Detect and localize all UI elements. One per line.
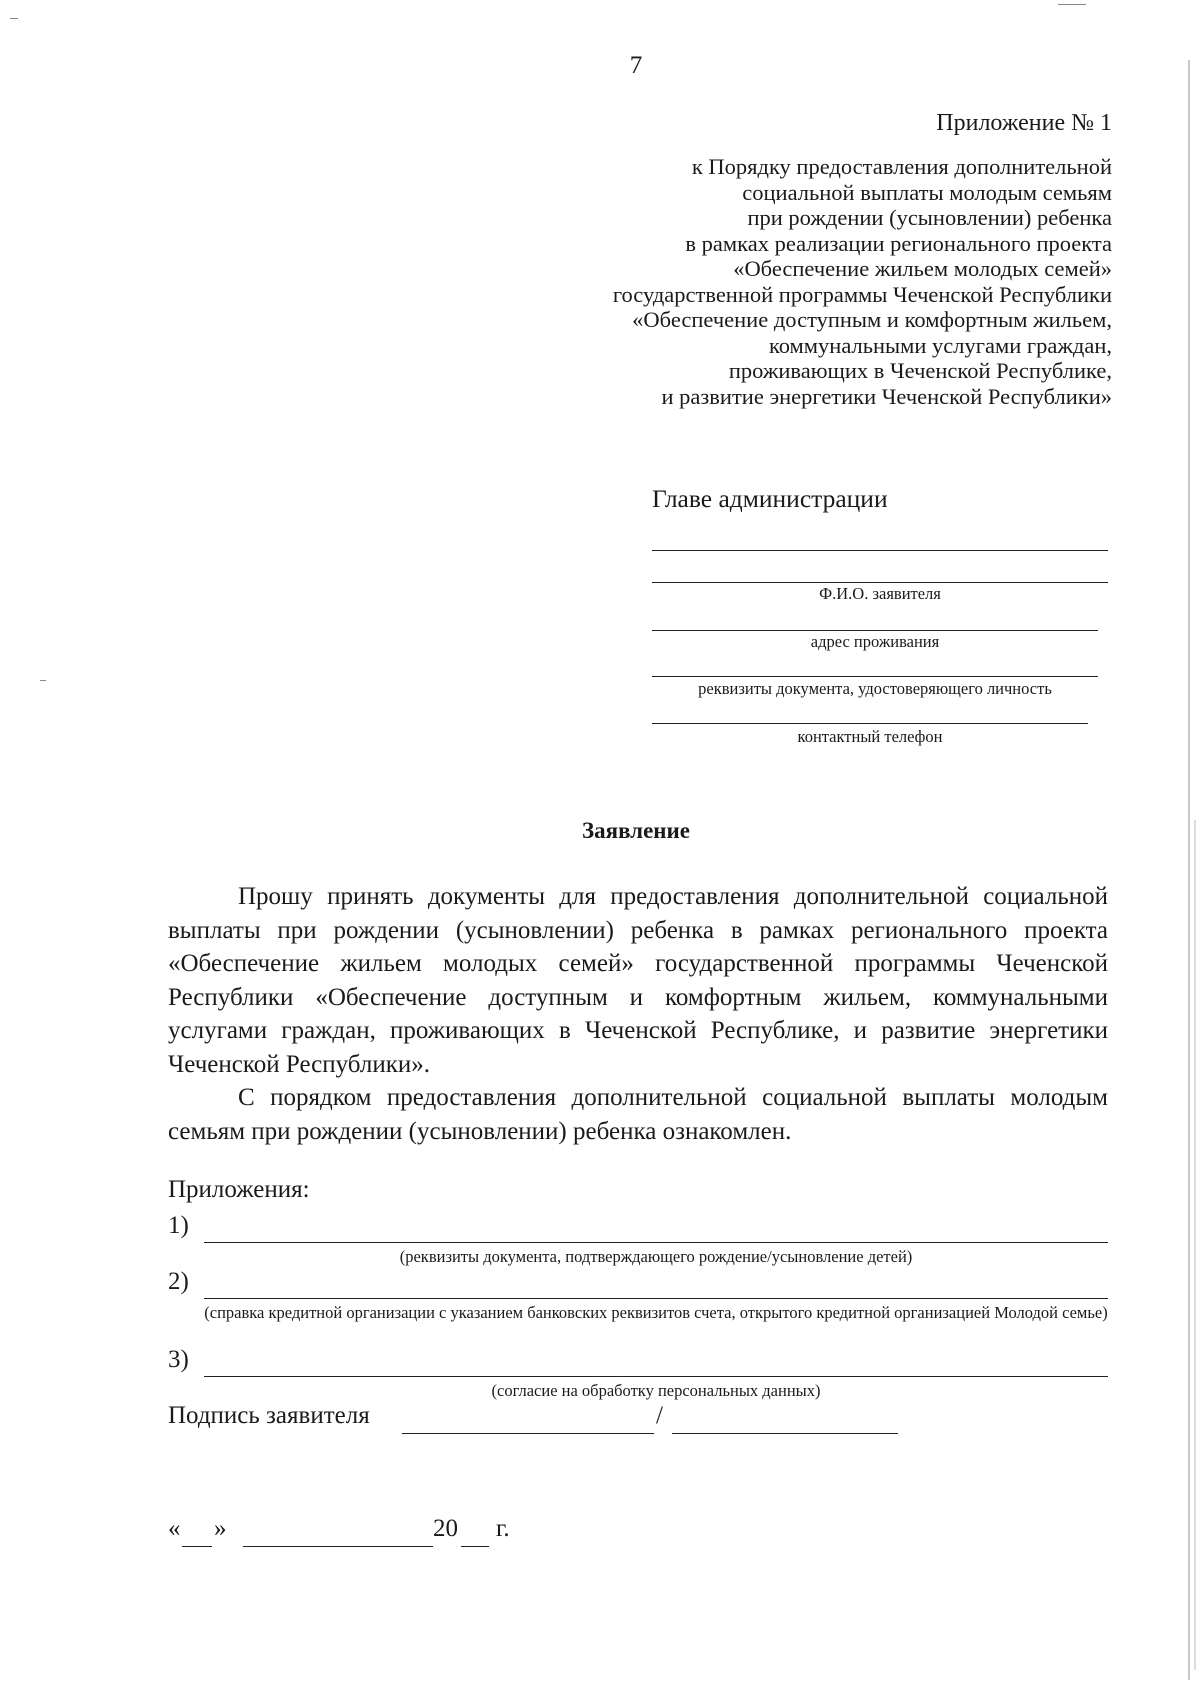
address-field[interactable] bbox=[652, 630, 1098, 631]
signature-separator: / bbox=[656, 1402, 663, 1429]
date-close-quote: » bbox=[214, 1515, 227, 1542]
appendix-reference-line: к Порядку предоставления дополнительной bbox=[691, 154, 1112, 179]
appendix-reference-line: в рамках реализации регионального проекта bbox=[685, 230, 1112, 256]
attachment-item bbox=[168, 1212, 1108, 1272]
attachment-number: 3) bbox=[168, 1346, 189, 1373]
attachment-item bbox=[168, 1346, 1108, 1406]
attachment-1-field[interactable] bbox=[204, 1242, 1108, 1243]
scan-artifact bbox=[40, 680, 46, 681]
phone-caption: контактный телефон bbox=[797, 727, 943, 746]
attachment-item bbox=[168, 1268, 1108, 1350]
appendix-reference-line: «Обеспечение жильем молодых семей» bbox=[733, 256, 1112, 281]
applicant-name-field[interactable] bbox=[652, 582, 1108, 583]
id-document-field[interactable] bbox=[652, 676, 1098, 677]
administration-name-field[interactable] bbox=[652, 550, 1108, 551]
attachment-caption: (справка кредитной организации с указанием банковских реквизитов счета, открытого кредитной организацией Молодой семье) bbox=[204, 1303, 1108, 1322]
date-row bbox=[168, 1515, 588, 1551]
attachment-3-field[interactable] bbox=[204, 1376, 1108, 1377]
appendix-reference bbox=[512, 154, 1112, 409]
address-caption: адрес проживания bbox=[810, 632, 940, 651]
attachment-number: 1) bbox=[168, 1212, 189, 1239]
scan-artifact bbox=[10, 18, 18, 19]
year-prefix: 20 bbox=[433, 1515, 458, 1542]
document-title: Заявление bbox=[581, 818, 691, 843]
attachments-heading: Приложения: bbox=[168, 1176, 310, 1203]
appendix-reference-line: и развитие энергетики Чеченской Республики» bbox=[661, 383, 1112, 409]
day-field[interactable] bbox=[182, 1546, 212, 1547]
appendix-reference-line: «Обеспечение доступным и комфортным жильем, bbox=[632, 307, 1112, 332]
id-document-caption: реквизиты документа, удостоверяющего личность bbox=[698, 679, 1052, 698]
appendix-reference-line: при рождении (усыновлении) ребенка bbox=[747, 205, 1112, 230]
appendix-reference-line: государственной программы Чеченской Республики bbox=[612, 281, 1112, 307]
date-open-quote: « bbox=[168, 1515, 181, 1542]
attachment-caption: (согласие на обработку персональных данных) bbox=[491, 1381, 821, 1400]
scan-artifact bbox=[1058, 4, 1086, 5]
appendix-reference-line: социальной выплаты молодым семьям bbox=[742, 179, 1112, 205]
addressee-title: Главе администрации bbox=[652, 484, 888, 513]
year-field[interactable] bbox=[461, 1546, 489, 1547]
body-paragraph: Прошу принять документы для предоставления дополнительной социальной выплаты при рождении (усыновлении) ребенка в рамках регионального проекта «Обеспечение жильем молодых семей» государственной программы Чеченской Республики «Обеспечение доступным и комфортным жильем, коммунальными услугами граждан, проживающих в Чеченской Республике, и развитие энергетики Чеченской Республики». bbox=[168, 883, 1108, 1078]
year-suffix: г. bbox=[496, 1515, 510, 1542]
signature-label: Подпись заявителя bbox=[168, 1402, 370, 1429]
applicant-name-caption: Ф.И.О. заявителя bbox=[819, 584, 941, 603]
appendix-reference-line: коммунальными услугами граждан, bbox=[768, 332, 1112, 358]
signature-name-field[interactable] bbox=[672, 1433, 898, 1434]
signature-row bbox=[168, 1402, 928, 1438]
phone-field[interactable] bbox=[652, 723, 1088, 724]
attachment-2-field[interactable] bbox=[204, 1298, 1108, 1299]
page-number: 7 bbox=[629, 52, 643, 79]
body-paragraph: С порядком предоставления дополнительной социальной выплаты молодым семьям при рождении (усыновлении) ребенка ознакомлен. bbox=[168, 1084, 1108, 1145]
application-body bbox=[168, 880, 1108, 1148]
month-field[interactable] bbox=[243, 1546, 433, 1547]
appendix-number: Приложение № 1 bbox=[936, 110, 1112, 136]
attachment-number: 2) bbox=[168, 1268, 189, 1295]
signature-field[interactable] bbox=[402, 1433, 654, 1434]
scan-edge-line bbox=[1194, 820, 1196, 1670]
scan-edge-line bbox=[1188, 60, 1190, 1680]
appendix-reference-line: проживающих в Чеченской Республике, bbox=[728, 358, 1112, 383]
attachment-caption: (реквизиты документа, подтверждающего рождение/усыновление детей) bbox=[399, 1247, 913, 1266]
